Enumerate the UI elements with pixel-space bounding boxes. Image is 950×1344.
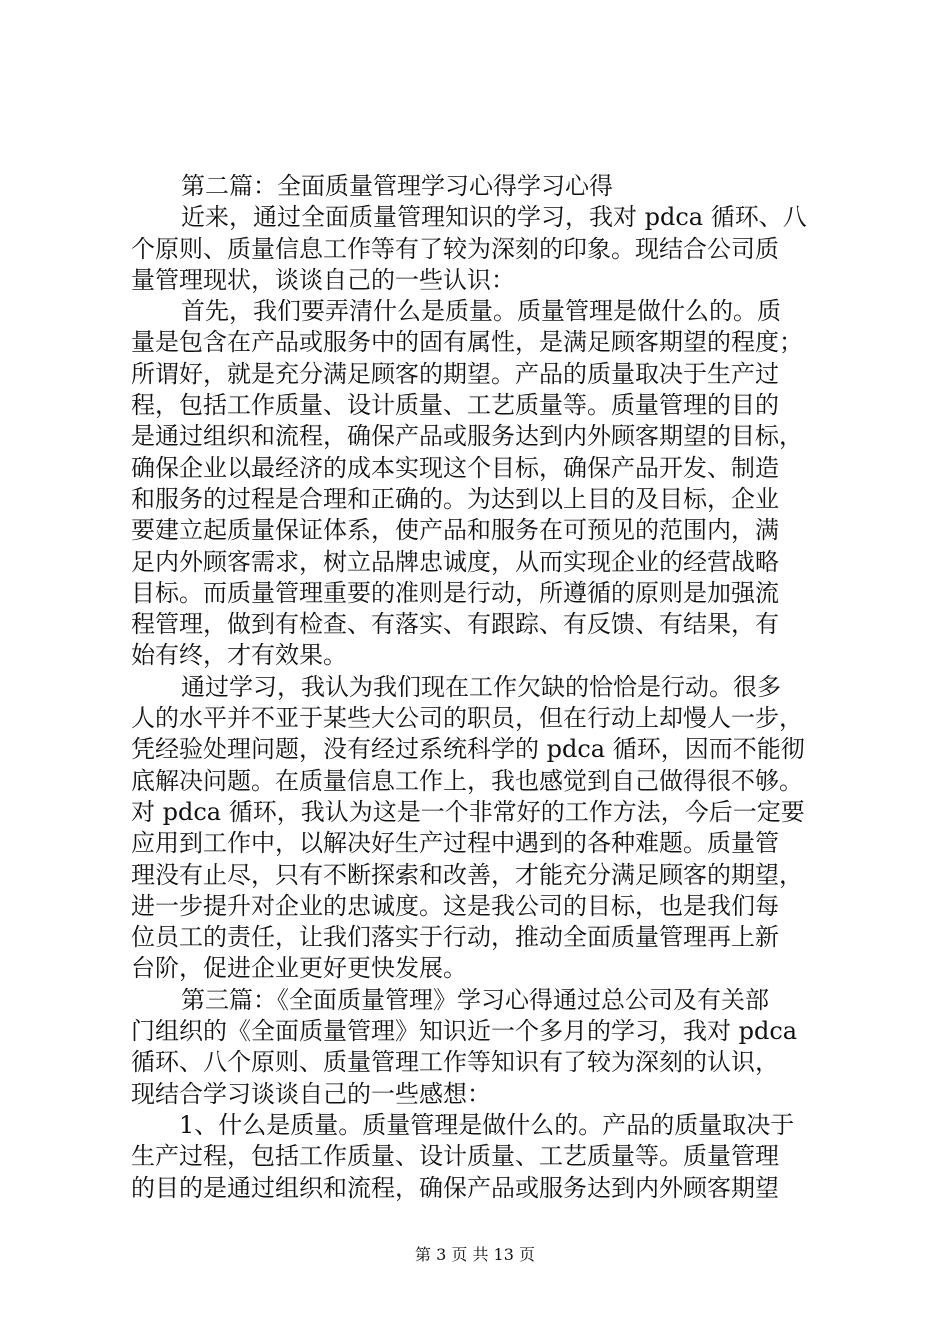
paragraph-line: 应用到工作中，以解决好生产过程中遇到的各种难题。质量管 bbox=[131, 829, 779, 858]
paragraph-line: 底解决问题。在质量信息工作上，我也感觉到自己做得很不够。 bbox=[131, 766, 803, 795]
section-heading: 第二篇：全面质量管理学习心得学习心得 bbox=[181, 172, 613, 200]
paragraph-line: 程，包括工作质量、设计质量、工艺质量等。质量管理的目的 bbox=[131, 391, 779, 420]
paragraph-line: 对 pdca 循环，我认为这是一个非常好的工作方法，今后一定要 bbox=[131, 797, 805, 826]
paragraph-line: 始有终，才有效果。 bbox=[131, 641, 347, 670]
paragraph-line: 生产过程，包括工作质量、设计质量、工艺质量等。质量管理 bbox=[131, 1142, 779, 1171]
paragraph-line: 台阶，促进企业更好更快发展。 bbox=[131, 954, 467, 983]
paragraph-line: 循环、八个原则、质量管理工作等知识有了较为深刻的认识， bbox=[131, 1048, 779, 1077]
paragraph-line: 现结合学习谈谈自己的一些感想： bbox=[131, 1079, 491, 1108]
paragraph-line: 和服务的过程是合理和正确的。为达到以上目的及目标，企业 bbox=[131, 484, 779, 513]
paragraph-line: 所谓好，就是充分满足顾客的期望。产品的质量取决于生产过 bbox=[131, 359, 779, 388]
paragraph-line: 是通过组织和流程，确保产品或服务达到内外顾客期望的目标， bbox=[131, 422, 803, 451]
paragraph-line: 凭经验处理问题，没有经过系统科学的 pdca 循环，因而不能彻 bbox=[131, 735, 805, 764]
section-heading: 第三篇：《全面质量管理》学习心得通过总公司及有关部 bbox=[181, 985, 769, 1014]
paragraph-line: 确保企业以最经济的成本实现这个目标，确保产品开发、制造 bbox=[131, 453, 779, 482]
paragraph-line: 量是包含在产品或服务中的固有属性，是满足顾客期望的程度； bbox=[131, 328, 803, 357]
paragraph-line: 通过学习，我认为我们现在工作欠缺的恰恰是行动。很多 bbox=[181, 672, 781, 701]
paragraph-line: 人的水平并不亚于某些大公司的职员，但在行动上却慢人一步， bbox=[131, 704, 803, 733]
paragraph-line: 个原则、质量信息工作等有了较为深刻的印象。现结合公司质 bbox=[131, 234, 779, 263]
page-number-footer: 第 3 页 共 13 页 bbox=[415, 1245, 535, 1264]
paragraph-line: 1、什么是质量。质量管理是做什么的。产品的质量取决于 bbox=[179, 1110, 795, 1139]
paragraph-line: 首先，我们要弄清什么是质量。质量管理是做什么的。质 bbox=[181, 297, 781, 326]
paragraph-line: 进一步提升对企业的忠诚度。这是我公司的目标，也是我们每 bbox=[131, 891, 779, 920]
paragraph-line: 的目的是通过组织和流程，确保产品或服务达到内外顾客期望 bbox=[131, 1173, 779, 1202]
paragraph-line: 程管理，做到有检查、有落实、有跟踪、有反馈、有结果，有 bbox=[131, 610, 779, 639]
paragraph-line: 要建立起质量保证体系，使产品和服务在可预见的范围内，满 bbox=[131, 516, 779, 545]
document-body bbox=[131, 171, 831, 1204]
paragraph-line: 门组织的《全面质量管理》知识近一个多月的学习，我对 pdca bbox=[131, 1017, 798, 1046]
paragraph-line: 足内外顾客需求，树立品牌忠诚度，从而实现企业的经营战略 bbox=[131, 547, 779, 576]
paragraph-line: 位员工的责任，让我们落实于行动，推动全面质量管理再上新 bbox=[131, 923, 779, 952]
paragraph-line: 近来，通过全面质量管理知识的学习，我对 pdca 循环、八 bbox=[181, 203, 807, 232]
paragraph-line: 量管理现状，谈谈自己的一些认识： bbox=[131, 265, 515, 294]
paragraph-line: 目标。而质量管理重要的准则是行动，所遵循的原则是加强流 bbox=[131, 578, 779, 607]
paragraph-line: 理没有止尽，只有不断探索和改善，才能充分满足顾客的期望， bbox=[131, 860, 803, 889]
